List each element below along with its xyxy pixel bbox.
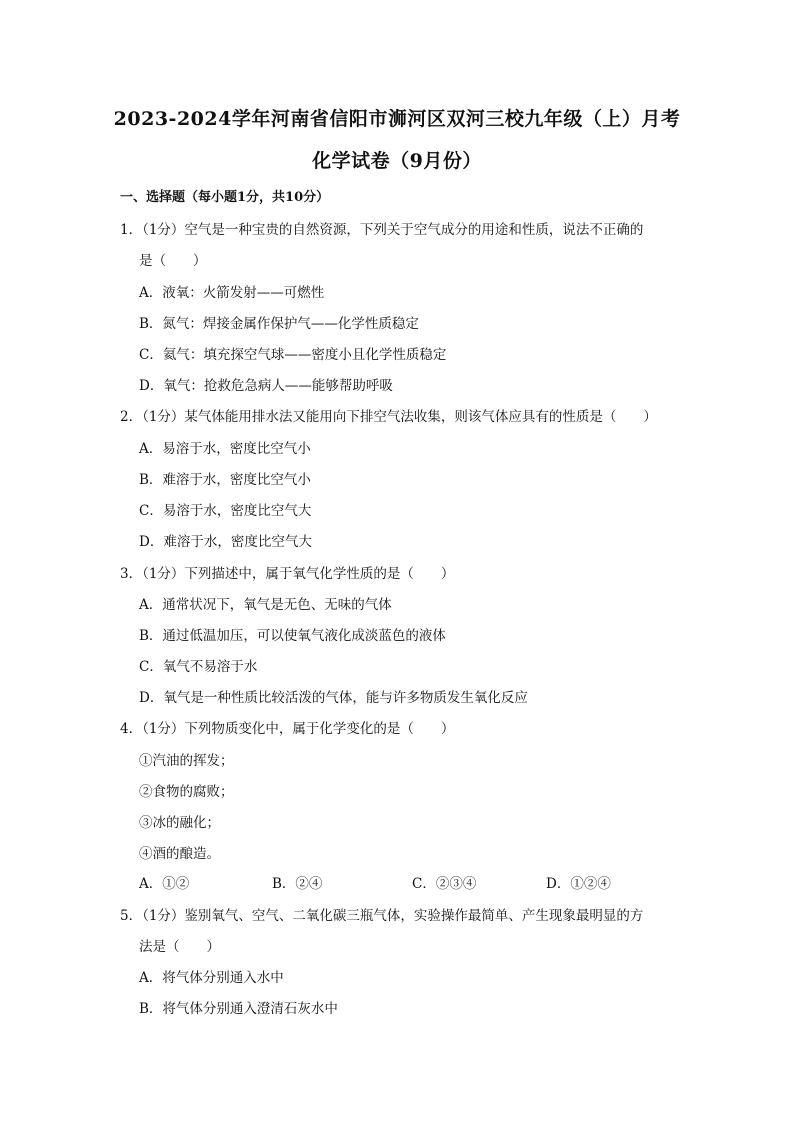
question-1-option-a: A．液氧：火箭发射——可燃性 (139, 285, 325, 301)
question-3-option-a: A．通常状况下，氧气是无色、无味的气体 (139, 597, 392, 613)
question-5-option-a: A．将气体分别通入水中 (139, 970, 284, 986)
question-5-stem-line-2: 法是（ ） (139, 939, 220, 955)
exam-title-line-2: 化学试卷（9月份） (312, 150, 482, 172)
question-2-option-b: B．难溶于水，密度比空气小 (139, 472, 311, 488)
question-1-option-b: B．氮气：焊接金属作保护气——化学性质稳定 (139, 316, 419, 332)
exam-title-line-1: 2023-2024学年河南省信阳市浉河区双河三校九年级（上）月考 (113, 108, 681, 130)
question-3-stem: 3．（1分）下列描述中，属于氧气化学性质的是（ ） (120, 566, 455, 582)
question-4-stem: 4．（1分）下列物质变化中，属于化学变化的是（ ） (120, 721, 455, 737)
question-4-option-d: D．①②④ (546, 876, 611, 892)
question-4-option-c: C．②③④ (412, 876, 477, 892)
question-1-stem-line-1: 1．（1分）空气是一种宝贵的自然资源，下列关于空气成分的用途和性质，说法不正确的 (120, 222, 644, 238)
question-1-option-c: C．氦气：填充探空气球——密度小且化学性质稳定 (139, 347, 447, 363)
question-5-stem-line-1: 5．（1分）鉴别氧气、空气、二氧化碳三瓶气体，实验操作最简单、产生现象最明显的方 (120, 908, 644, 924)
question-4-item-1: ①汽油的挥发； (139, 753, 234, 769)
question-2-option-c: C．易溶于水，密度比空气大 (139, 503, 312, 519)
question-4-option-a: A．①② (139, 876, 190, 892)
question-2-option-a: A．易溶于水，密度比空气小 (139, 441, 311, 457)
question-4-item-3: ③冰的融化； (139, 815, 220, 831)
question-1-option-d: D．氧气：抢救危急病人——能够帮助呼吸 (139, 378, 393, 394)
question-2-option-d: D．难溶于水，密度比空气大 (139, 534, 312, 550)
question-5-option-b: B．将气体分别通入澄清石灰水中 (139, 1001, 338, 1017)
question-3-option-c: C．氧气不易溶于水 (139, 659, 258, 675)
section-heading: 一、选择题（每小题1分，共10分） (120, 190, 330, 205)
question-2-stem: 2．（1分）某气体能用排水法又能用向下排空气法收集，则该气体应具有的性质是（ ） (120, 409, 657, 425)
question-4-option-b: B．②④ (272, 876, 323, 892)
question-1-stem-line-2: 是（ ） (139, 253, 207, 269)
question-4-item-2: ②食物的腐败； (139, 784, 234, 800)
question-3-option-b: B．通过低温加压，可以使氧气液化成淡蓝色的液体 (139, 628, 446, 644)
question-3-option-d: D．氧气是一种性质比较活泼的气体，能与许多物质发生氧化反应 (139, 690, 528, 706)
question-4-item-4: ④酒的酿造。 (139, 846, 220, 862)
